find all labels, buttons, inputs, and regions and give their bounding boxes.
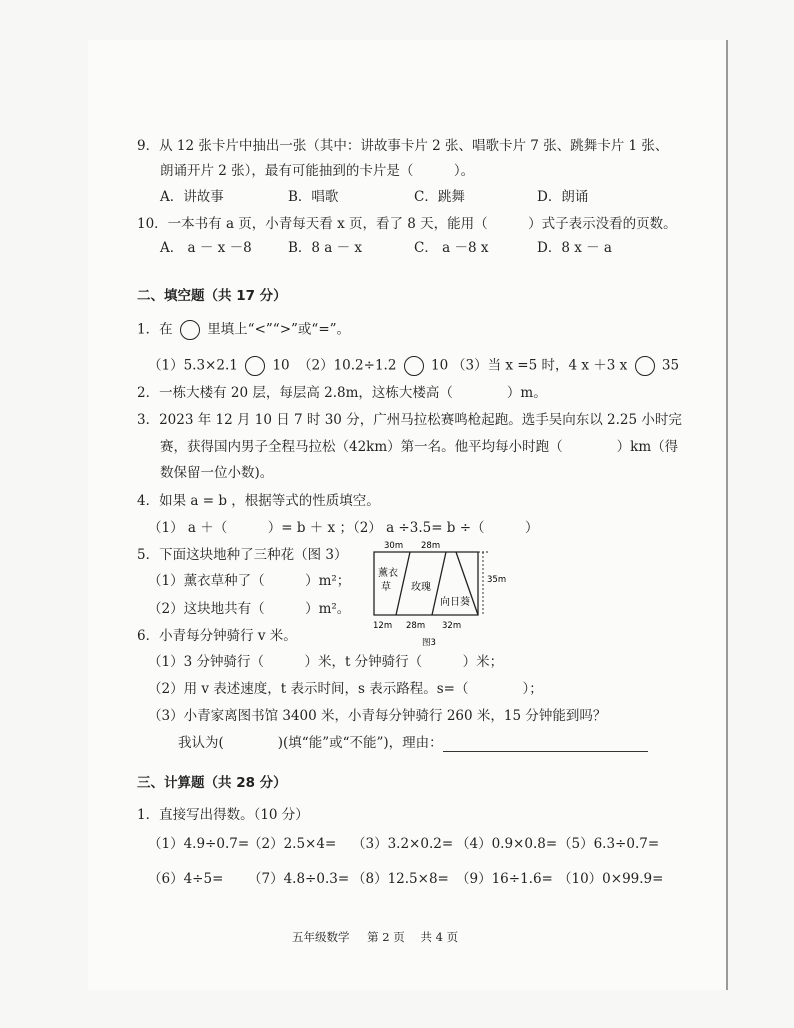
- figure-3-field: [364, 538, 514, 650]
- calc-7: （7）4.8÷0.3=: [248, 871, 350, 887]
- paper-edge: [726, 40, 728, 990]
- q10-option-c: C． a －8 x: [414, 240, 489, 256]
- dim-bottom-32: 32m: [442, 621, 462, 631]
- calc-4: （4）0.9×0.8=: [456, 836, 558, 852]
- q9-option-c: C．跳舞: [414, 189, 465, 205]
- s2-q3-line2: 赛，获得国内男子全程马拉松（42km）第一名。他平均每小时跑（ ）km（得: [160, 439, 679, 455]
- q10-option-b: B．8 a － x: [288, 240, 363, 256]
- q9-option-b: B．唱歌: [288, 189, 339, 205]
- s2-q1-part2-left: （2）10.2÷1.2: [298, 357, 397, 374]
- s2-q4-line2: （1） a ＋（ ）= b ＋ x ；（2） a ÷3.5= b ÷（ ）: [148, 520, 539, 536]
- calc-3: （3）3.2×0.2=: [352, 836, 454, 852]
- compare-circle-2[interactable]: [404, 356, 424, 376]
- s2-q4-line1: 4．如果 a = b ，根据等式的性质填空。: [137, 493, 380, 509]
- region-lavender-1: 薰衣: [378, 568, 398, 579]
- q9-line1: 9．从 12 张卡片中抽出一张（其中：讲故事卡片 2 张、唱歌卡片 7 张、跳舞卡片 1 张、: [137, 138, 669, 154]
- s2-q1-part2-right: 10: [431, 357, 449, 374]
- dim-bottom-12: 12m: [373, 621, 393, 631]
- s2-q2: 2．一栋大楼有 20 层，每层高 2.8m，这栋大楼高（ ）m。: [137, 385, 547, 401]
- footer-page: 第 2 页: [367, 930, 405, 944]
- section3-title: 三、计算题（共 28 分）: [137, 775, 287, 791]
- q9-option-a: A．讲故事: [160, 189, 224, 205]
- region-rose: 玫瑰: [411, 582, 431, 593]
- q10-line1: 10．一本书有 a 页，小青每天看 x 页，看了 8 天，能用（ ）式子表示没看的页数。: [137, 216, 677, 232]
- region-lavender-2: 草: [381, 582, 391, 593]
- s2-q1-line: [137, 320, 350, 340]
- section2-title: 二、填空题（共 17 分）: [137, 288, 287, 304]
- s2-q5-line3: （2）这块地共有（ ）m²。: [148, 601, 351, 617]
- calc-10: （10）0×99.9=: [558, 871, 664, 887]
- s2-q1-part3-right: 35: [661, 357, 680, 374]
- figure-caption: 图3: [422, 638, 436, 648]
- s2-q5-line2: （1）薰衣草种了（ ）m²；: [148, 573, 351, 589]
- q10-option-d: D．8 x － a: [537, 240, 612, 256]
- s2-q5-line1: 5．下面这块地种了三种花（图 3）: [137, 547, 348, 563]
- s2-q6-line3: （2）用 v 表述速度，t 表示时间，s 表示路程。s=（ ）；: [148, 681, 543, 697]
- q10-option-a: A． a － x －8: [160, 240, 252, 256]
- dim-top-30: 30m: [384, 541, 404, 551]
- dim-top-28: 28m: [421, 541, 441, 551]
- s2-q1-part3-left: （3）当 x =5 时，4 x ＋3 x: [452, 357, 628, 374]
- s2-q6-opinion: 我认为( )(填“能”或“不能”)，理由：: [178, 735, 443, 751]
- s2-q6-line2: （1）3 分钟骑行（ ）米，t 分钟骑行（ ）米；: [148, 654, 504, 670]
- s2-q6-line4: （3）小青家离图书馆 3400 米，小青每分钟骑行 260 米，15 分钟能到吗？: [148, 708, 607, 724]
- compare-circle-1[interactable]: [245, 356, 265, 376]
- s2-q1-part1-right: 10: [272, 357, 290, 374]
- s2-q6-line1: 6．小青每分钟骑行 v 米。: [137, 628, 297, 644]
- s2-q1-part1: [148, 356, 290, 376]
- dim-right-35: 35m: [487, 575, 507, 585]
- answer-circle-icon: [180, 320, 200, 340]
- s2-q1-part3: [452, 356, 679, 376]
- footer-total: 共 4 页: [420, 930, 459, 944]
- s2-q3-line1: 3．2023 年 12 月 10 日 7 时 30 分，广州马拉松赛鸣枪起跑。选手吴向东以 2.25 小时完: [137, 412, 682, 428]
- dim-bottom-28: 28m: [406, 621, 426, 631]
- calc-2: （2）2.5×4=: [248, 836, 337, 852]
- reason-blank-line[interactable]: [443, 737, 648, 752]
- s3-q1: 1．直接写出得数。（10 分）: [137, 807, 309, 823]
- s2-q1-prefix: 1．在: [137, 321, 173, 338]
- s2-q6-line5: [178, 734, 648, 752]
- calc-6: （6）4÷5=: [148, 871, 224, 887]
- s2-q1-part1-left: （1）5.3×2.1: [148, 357, 238, 374]
- q9-option-d: D．朗诵: [537, 189, 589, 205]
- footer-subject: 五年级数学: [292, 930, 350, 944]
- footer: [292, 929, 458, 945]
- calc-1: （1）4.9÷0.7=: [148, 836, 250, 852]
- s2-q3-line3: 数保留一位小数)。: [160, 465, 274, 481]
- compare-circle-3[interactable]: [635, 356, 655, 376]
- calc-8: （8）12.5×8=: [352, 871, 449, 887]
- s2-q1-part2: [298, 356, 448, 376]
- region-sunflower: 向日葵: [440, 597, 470, 608]
- calc-5: （5）6.3÷0.7=: [558, 836, 660, 852]
- q9-line2: 朗诵开片 2 张），最有可能抽到的卡片是（ ）。: [160, 163, 475, 179]
- s2-q1-suffix: 里填上“<”“>”或“=”。: [207, 321, 351, 338]
- calc-9: （9）16÷1.6=: [456, 871, 553, 887]
- divider-1: [396, 552, 410, 615]
